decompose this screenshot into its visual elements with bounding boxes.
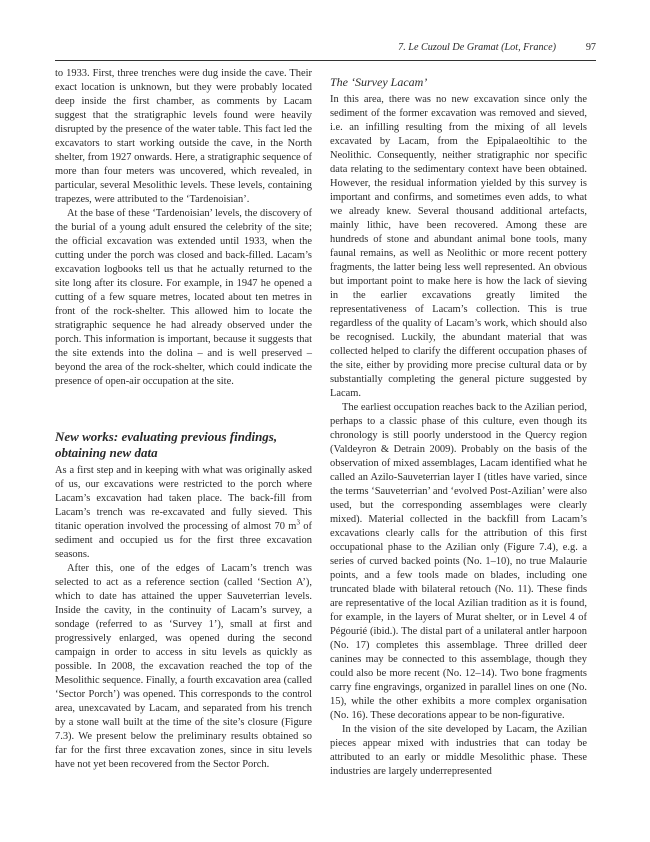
paragraph: In this area, there was no new excavation since only the sediment of the former excavation was removed and sieved, i.e. an infilling resulting from the mixing of all levels excavated by Lacam, from the Epipalaeoltihic to the Neolithic. Consequently, neither stratigraphic nor specific data relating to the sedimentary context have been obtained. However, the residual information yielded by this survey is important and confirms, and sometimes even adds, to what we already knew. Several thousand additional artefacts, mainly lithic, have been recovered. Among these are hundreds of stone and abundant animal bone tools, many faunal remains, as well as Neolithic or more recent pottery fragments, the latter being less well represented. An obvious but important point to make here is how the lack of sieving in the earlier excavations greatly limited the representativeness of Lacam’s collection. This is true regardless of the quality of Lacam’s work, which should also be recognised. Luckily, the abundant material that was collected helped to clarify the different occupation phases of the site, either by providing more precise cultural data or by substantially completing the general picture suggested by Lacam. [330, 94, 587, 399]
running-title: 7. Le Cuzoul De Gramat (Lot, France) [398, 42, 556, 53]
paragraph: After this, one of the edges of Lacam’s trench was selected to act as a reference section (called ‘Section A’), which to date has attained the upper Sauveterrian levels. Inside the cavity, in the continuity of Lacam’s survey, a sondage (referred to as ‘Survey 1’), small at first and progressively enlarged, was opened during the second campaign in order to access in situ levels as quickly as possible. In 2008, the excavation reached the top of the Mesolithic sequence. Finally, a fourth excavation area (called ‘Sector Porch’) was opened. This corresponds to the control area, unexcavated by Lacam, and separated from his trench by a stone wall built at the time of the site’s closure (Figure 7.3). We present below the preliminary results obtained so far for the first three excavation zones, since in situ levels have not yet been recovered from the Sector Porch. [55, 563, 312, 770]
right-column [330, 67, 587, 779]
paragraph-text: As a first step and in keeping with what was originally asked of us, our excavations were restricted to the porch where Lacam’s excavation had taken place. The back-fill from Lacam’s trench was re-excavated and fully sieved. This titanic operation involved the processing of almost 70 m [55, 465, 312, 532]
superscript: 3 [296, 518, 300, 527]
header-rule [55, 60, 596, 61]
running-header [55, 42, 596, 56]
page-number: 97 [585, 42, 596, 53]
paragraph-text: of sediment and occupied us for the first three excavation seasons. [55, 521, 312, 560]
paragraph: At the base of these ‘Tardenoisian’ levels, the discovery of the burial of a young adult ensured the celebrity of the site; the official excavation was extended until 1933, when the cutting under the porch was closed and back-filled. Lacam’s excavation logbooks tell us that he actually returned to the site long after its closure. For example, in 1947 he opened a cutting of a few square metres, located about ten metres in front of the rock-shelter. This allowed him to locate the stratigraphic sequence he had already observed under the porch. This information is important, because it suggests that the site extends into the dolina – and is well preserved – beyond the area of the rock-shelter, which could indicate the presence of open-air occupation at the site. [55, 208, 312, 387]
section-gap [55, 389, 312, 429]
paragraph: to 1933. First, three trenches were dug inside the cave. Their exact location is unknown, but they were probably located deep inside the first chamber, as comments by Lacam suggest that the stratigraphic levels found were heavily disrupted by the presence of the water table. This fact led the excavators to start working outside the cave, in the North shelter, from 1927 onwards. Here, a stratigraphic sequence of more than four meters was uncovered, which revealed, in particular, several Mesolithic levels. These levels, containing trapezes, were attributed to the ‘Tardenoisian’. [55, 68, 312, 205]
paragraph [55, 464, 312, 562]
section-heading: New works: evaluating previous findings, obtaining new data [55, 429, 278, 460]
subsection-heading: The ‘Survey Lacam’ [330, 75, 428, 89]
paragraph: The earliest occupation reaches back to the Azilian period, perhaps to a classic phase of this culture, even though its chronology is still poorly understood in the Quercy region (Valdeyron & Detrain 2009). Probably on the basis of the observation of mixed assemblages, Lacam identified what he called an Azilo-Sauveterrian layer I (titles have varied, since the terms ‘Sauveterrian’ and ‘evolved Post-Azilian’ were also used, but the corresponding assemblages were clearly mixed). Material collected in the backfill from Lacam’s excavations clearly calls for the attribution of this first occupational phase to the Azilian only (Figure 7.4), e.g. a series of curved backed points (No. 1–10), no true Malaurie points, and a few tools made on blades, including one truncated blade with bilateral retouch (No. 11). These finds are representative of the local Azilian tradition as it is found, for example, in the layers of Murat shelter, or in Level 4 of Pégourié (ibid.). The distal part of a unilateral antler harpoon (No. 17) completes this assemblage. Three drilled deer canines may be connected to this assemblage, though they could also be more recent (No. 12–14). Two bone fragments carry fine engravings, organized in parallel lines on one (No. 15), while the other exhibits a more complex organisation (No. 16). These decorations appear to be non-figurative. [330, 402, 587, 721]
left-column [55, 67, 312, 772]
paragraph: In the vision of the site developed by Lacam, the Azilian pieces appear mixed with industries that can today be attributed to an early or middle Mesolithic phase. These industries are largely underrepresented [330, 724, 587, 777]
